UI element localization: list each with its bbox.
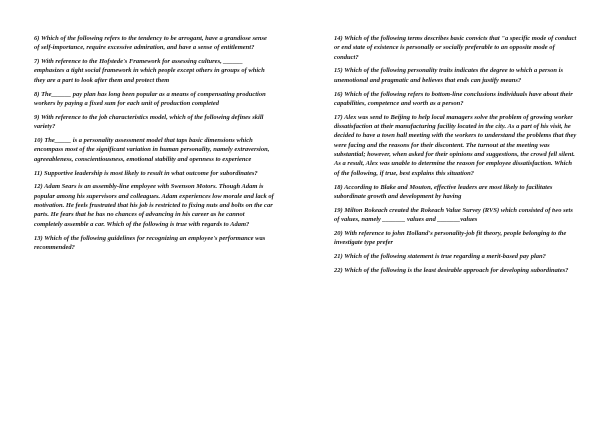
question-7: 7) With reference to the Hofstede's Framework for assessing cultures, ______ emphasizes a tight social framework in which people except others in groups of which they are a part to look after them and protect them [34,58,265,84]
question-16: 16) Which of the following refers to bottom-line conclusions individuals have about their capabilities, competence and worth as a person? [334,90,573,107]
left-column [34,34,274,257]
question-19: 19) Milton Rokeach created the Rokeach Value Survey (RVS) which consisted of two sets of values, namely _______ values and _______values [334,206,573,224]
question-10: 10) The_____ is a personality assessment model that taps basic dimensions which encompass most of the significant variation in human personality, namely extraversion, agreeableness, conscientiousness, emotional stability and openness to experience [34,137,270,163]
question-12: 12) Adam Sears is an assembly-line employee with Swenson Motors. Though Adam is popular among his supervisors and colleagues. Adam experiences low morale and lack of motivation. He feels frustrated that his job is restricted to fixing nuts and bolts on the car parts. He fears that he has no chances of advancing in his career as he cannot completely assemble a car. Which of the following is true with regards to Adam? [34,183,274,228]
question-18: 18) According to Blake and Mouton, effective leaders are most likely to facilitates subordinate growth and development by having [334,183,553,200]
question-9: 9) With reference to the job characteristics model, which of the following defines skill variety? [34,113,264,131]
question-6: 6) Which of the following refers to the tendency to be arrogant, have a grandiose sense of self-importance, require excessive admiration, and have a sense of entitlement? [34,35,267,52]
right-column [334,34,578,280]
question-17: 17) Alex was send to Beijing to help local managers solve the problem of growing worker dissatisfaction at their manufacturing facility located in the city. As a part of his visit, he decided to have a town hall meeting with the workers to understand the problems that they were facing and the reasons for their discontent. The turnout at the meeting was substantial; however, when asked for their opinions and suggestions, the crowd fell silent. As a result, Alex was unable to determine the reason for employee dissatisfaction. Which of the following, if true, best explains this situation? [334,113,577,177]
question-14: 14) Which of the following terms describes basic convicts that "a specific mode of conduct or end state of existence is personally or socially preferable to an opposite mode of conduct? [334,35,577,61]
question-22: 22) Which of the following is the least desirable approach for developing subordinates? [334,266,569,274]
question-15: 15) Which of the following personality traits indicates the degree to which a person is unemotional and pragmatic and believes that ends can justify means? [334,67,563,84]
question-8: 8) The______ pay plan has long been popular as a means of compensating production workers by paying a fixed sum for each unit of production completed [34,90,266,107]
question-21: 21) Which of the following statement is true regarding a merit-based pay plan? [334,253,546,261]
question-20: 20) With reference to john Holland's personality-job fit theory, people belonging to the investigate type prefer [334,229,567,247]
question-13: 13) Which of the following guidelines for recognizing an employee's performance was recommended? [34,234,266,251]
question-11: 11) Supportive leadership is most likely to result in what outcome for subordinates? [34,169,258,177]
